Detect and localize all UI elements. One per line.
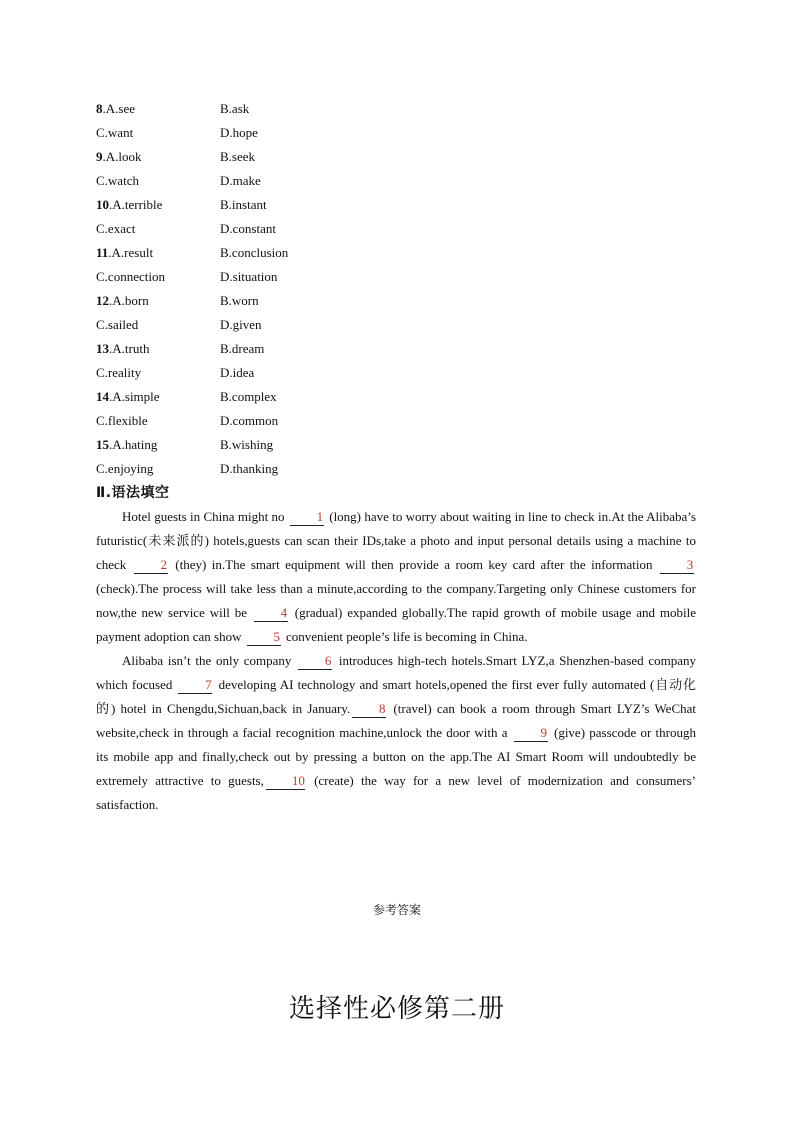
option-row: [96, 289, 396, 313]
option-a: 13.A.truth: [96, 341, 150, 356]
option-c: C.exact: [96, 221, 136, 236]
option-b: B.worn: [220, 293, 259, 308]
blank-9: 9: [514, 725, 548, 742]
option-row: [96, 409, 396, 433]
option-row: [96, 457, 396, 481]
answer-key-heading: 参考答案: [372, 903, 421, 917]
option-row: [96, 241, 396, 265]
option-c: C.want: [96, 125, 134, 140]
option-row: [96, 361, 396, 385]
option-row: [96, 193, 396, 217]
option-row: [96, 433, 396, 457]
question-number: 9: [96, 149, 103, 164]
book-title: 选择性必修第二册: [288, 994, 505, 1024]
option-d: D.thanking: [220, 461, 279, 476]
option-b: B.conclusion: [220, 245, 289, 260]
option-d: D.hope: [220, 125, 258, 140]
blank-3: 3: [660, 557, 694, 574]
option-row: [96, 265, 396, 289]
question-number: 11: [96, 245, 109, 260]
option-b: B.wishing: [220, 437, 274, 452]
question-number: 12: [96, 293, 109, 308]
blank-6: 6: [298, 653, 332, 670]
option-row: [96, 313, 396, 337]
option-row: [96, 97, 396, 121]
option-d: D.common: [220, 413, 279, 428]
option-d: D.idea: [220, 365, 255, 380]
blank-5: 5: [247, 629, 281, 646]
option-a: 12.A.born: [96, 293, 149, 308]
option-c: C.connection: [96, 269, 165, 284]
blank-1: 1: [290, 509, 324, 526]
option-d: D.make: [220, 173, 261, 188]
blank-4: 4: [254, 605, 288, 622]
option-a: 10.A.terrible: [96, 197, 163, 212]
blank-10: 10: [266, 773, 305, 790]
option-row: [96, 169, 396, 193]
passage-paragraph: Hotel guests in China might no 1 (long) have to worry about waiting in line to check in.At the Alibaba’s futuristic(未来派的) hotels,guests can scan their IDs,take a photo and input personal details using a machine to check 2 (they) in.The smart equipment will then provide a room key card after the information 3 (check).The process will take less than a minute,according to the company.Targeting only Chinese customers for now,the new service will be 4 (gradual) expanded globally.The rapid growth of mobile usage and mobile payment adoption can show 5 convenient people’s life is becoming in China.: [96, 509, 697, 644]
option-d: D.situation: [220, 269, 278, 284]
option-b: B.complex: [220, 389, 277, 404]
option-row: [96, 217, 396, 241]
question-number: 10: [96, 197, 109, 212]
grammar-fill-passage: [96, 505, 696, 817]
option-b: B.dream: [220, 341, 265, 356]
blank-2: 2: [134, 557, 168, 574]
question-number: 15: [96, 437, 109, 452]
option-c: C.flexible: [96, 413, 148, 428]
option-b: B.ask: [220, 101, 250, 116]
section-title: Ⅱ.语法填空: [96, 485, 170, 501]
multiple-choice-options: [96, 97, 396, 481]
option-b: B.instant: [220, 197, 267, 212]
question-number: 14: [96, 389, 109, 404]
option-b: B.seek: [220, 149, 256, 164]
option-c: C.enjoying: [96, 461, 154, 476]
option-row: [96, 145, 396, 169]
option-c: C.reality: [96, 365, 142, 380]
option-d: D.constant: [220, 221, 276, 236]
option-a: 9.A.look: [96, 149, 142, 164]
option-c: C.sailed: [96, 317, 139, 332]
option-row: [96, 337, 396, 361]
option-a: 8.A.see: [96, 101, 135, 116]
question-number: 8: [96, 101, 103, 116]
blank-8: 8: [352, 701, 386, 718]
blank-7: 7: [178, 677, 212, 694]
option-d: D.given: [220, 317, 262, 332]
option-a: 15.A.hating: [96, 437, 158, 452]
option-row: [96, 385, 396, 409]
option-a: 11.A.result: [96, 245, 154, 260]
option-row: [96, 121, 396, 145]
option-c: C.watch: [96, 173, 139, 188]
passage-paragraph: Alibaba isn’t the only company 6 introduces high-tech hotels.Smart LYZ,a Shenzhen-based company which focused 7 developing AI technology and smart hotels,opened the first ever fully automated (自动化的) hotel in Chengdu,Sichuan,back in January. 8 (travel) can book a room through Smart LYZ’s WeChat website,check in through a facial recognition machine,unlock the door with a 9 (give) passcode or through its mobile app and finally,check out by pressing a button on the app.The AI Smart Room will undoubtedly be extremely attractive to guests, 10 (create) the way for a new level of modernization and consumers’ satisfaction.: [96, 653, 696, 812]
question-number: 13: [96, 341, 109, 356]
option-a: 14.A.simple: [96, 389, 160, 404]
